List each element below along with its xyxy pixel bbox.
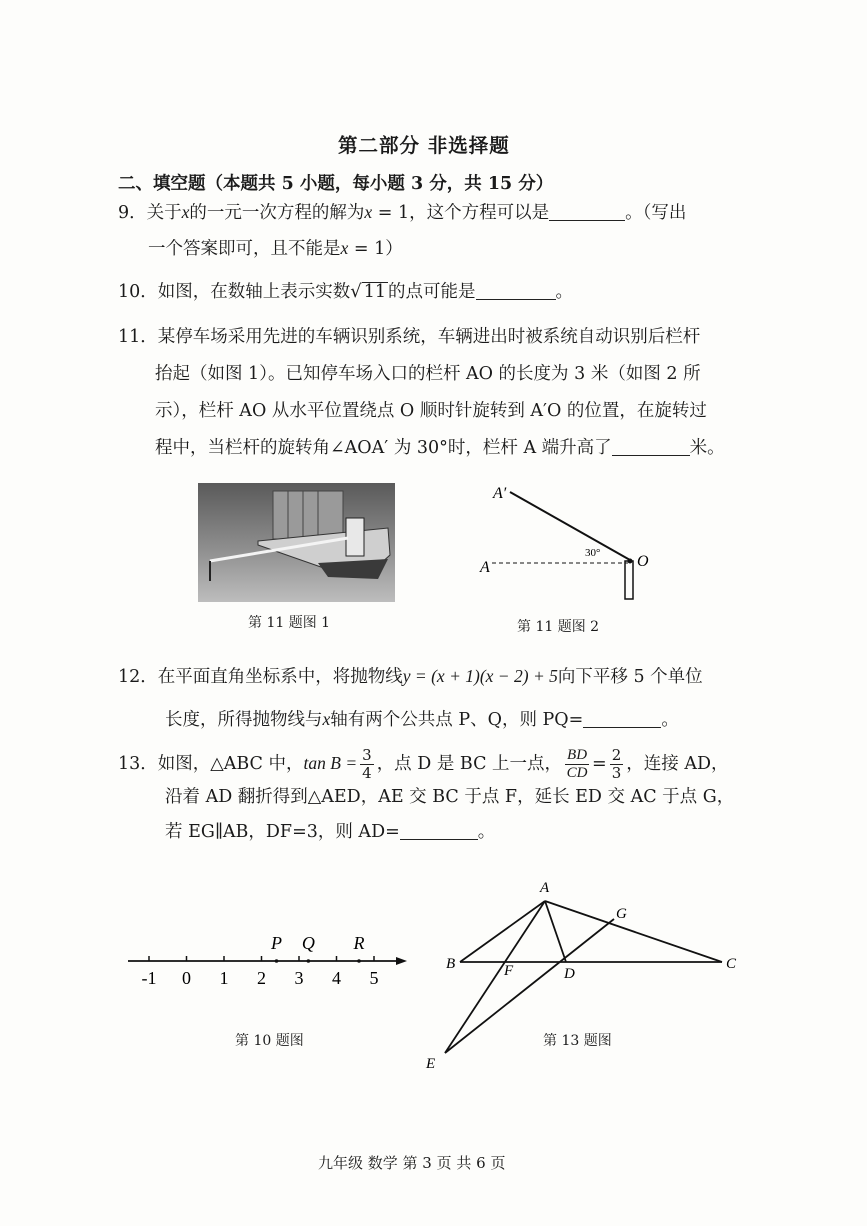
q12-text: 。 — [661, 710, 679, 730]
tick-label: -1 — [141, 968, 157, 988]
sqrt-sign: √ — [350, 281, 362, 302]
q9-text: 9．关于 — [118, 203, 182, 223]
ratio-value-fraction — [610, 747, 624, 782]
ratio-denominator: CD — [566, 765, 588, 781]
q13-text: 若 EG∥AB，DF=3，则 AD= — [165, 822, 400, 842]
point-g-label: G — [616, 906, 627, 922]
q12-var-x: x — [322, 709, 331, 729]
tan-numerator: 3 — [362, 746, 372, 764]
q11-text: 米。 — [689, 438, 725, 458]
q9-text: 的一元一次方程的解为 — [189, 203, 365, 223]
q11-line-3: 示），栏杆 AO 从水平位置绕点 O 顺时针旋转到 A′O 的位置，在旋转过 — [155, 401, 707, 421]
q9-var-x: x — [364, 202, 373, 222]
tick-label: 2 — [257, 968, 266, 988]
tick-label: 0 — [182, 968, 191, 988]
q13-line-3 — [165, 820, 495, 844]
q13-text: ，连接 AD， — [626, 754, 729, 774]
page-footer: 九年级 数学 第 3 页 共 6 页 — [318, 1154, 506, 1172]
q9-text: 一个答案即可，且不能是 — [148, 239, 341, 259]
arrow-icon — [396, 957, 407, 965]
point-marker — [307, 959, 311, 963]
tan-fraction — [360, 747, 374, 782]
barrier-post — [625, 561, 633, 599]
vertex-a-label: A — [540, 880, 550, 896]
q13-text: ，点 D 是 BC 上一点， — [376, 754, 563, 774]
q11-answer-blank[interactable] — [612, 439, 690, 456]
point-label: Q — [301, 933, 315, 953]
q13-line-2: 沿着 AD 翻折得到△AED，AE 交 BC 于点 F，延长 ED 交 AC 于点 G， — [165, 787, 735, 807]
ratio-fraction — [565, 747, 589, 782]
segment-ae — [445, 901, 545, 1053]
q12-line-2 — [165, 707, 679, 732]
rotated-bar — [510, 492, 630, 560]
q10-radicand: 11 — [363, 282, 387, 302]
q11-line-1: 11．某停车场采用先进的车辆识别系统，车辆进出时被系统自动识别后栏杆 — [118, 327, 701, 347]
point-e-label: E — [426, 1056, 436, 1072]
number-line-points — [270, 933, 365, 963]
segment-ad — [545, 901, 566, 962]
segment-ab — [460, 901, 545, 962]
barrier-photo — [198, 483, 395, 602]
q9-text: = 1） — [348, 239, 403, 259]
fig11-1-caption: 第 11 题图 1 — [248, 615, 331, 631]
point-marker — [275, 959, 279, 963]
q12-answer-blank[interactable] — [583, 711, 661, 728]
label-a-prime: A′ — [493, 485, 507, 502]
ratio-numerator: BD — [567, 747, 588, 763]
label-o: O — [637, 553, 649, 570]
tick-label: 4 — [332, 968, 341, 988]
q10-text: 的点可能是 — [388, 282, 476, 302]
fig13-caption: 第 13 题图 — [543, 1033, 612, 1049]
part-header: 二、填空题（本题共 5 小题，每小题 3 分，共 15 分） — [118, 174, 554, 194]
ratio-value-numerator: 2 — [611, 746, 622, 764]
q13-text: 13．如图，△ABC 中， — [118, 754, 304, 774]
q10-text: 。 — [555, 282, 574, 302]
q13-answer-blank[interactable] — [400, 823, 478, 840]
tick-label: 5 — [369, 968, 379, 988]
point-f-label: F — [504, 963, 514, 979]
pivot-point — [628, 559, 633, 564]
q12-text: 轴有两个公共点 P、Q，则 PQ= — [330, 710, 584, 730]
q12-text: 向下平移 5 个单位 — [557, 667, 703, 687]
angle-label: 30° — [585, 547, 601, 559]
q9-line-2 — [148, 236, 403, 261]
fig11-2-diagram — [470, 478, 670, 608]
section-title: 第二部分 非选择题 — [338, 134, 510, 157]
point-d-label: D — [564, 966, 575, 982]
q12-text: 长度，所得抛物线与 — [165, 710, 323, 730]
fig10-caption: 第 10 题图 — [235, 1033, 304, 1049]
barrier-photo-image — [198, 483, 395, 602]
q12-equation: y = (x + 1)(x − 2) + 5 — [402, 666, 558, 686]
label-a: A — [480, 559, 490, 576]
q10-answer-blank[interactable] — [476, 283, 556, 300]
fig11-2-caption: 第 11 题图 2 — [517, 619, 600, 635]
point-label: P — [271, 933, 282, 953]
q11-text: 程中，当栏杆的旋转角∠AOA′ 为 30°时，栏杆 A 端升高了 — [155, 438, 612, 458]
q11-line-4 — [155, 436, 725, 460]
q9-text: = 1，这个方程可以是 — [372, 203, 550, 223]
q12-line-1 — [118, 664, 703, 689]
q12-text: 12．在平面直角坐标系中，将抛物线 — [118, 667, 403, 687]
tick-label: 3 — [294, 968, 304, 988]
tick-label: 1 — [219, 968, 229, 988]
q10-line — [118, 280, 573, 304]
point-label: R — [353, 933, 365, 953]
point-marker — [357, 959, 361, 963]
ratio-value-denominator: 3 — [611, 764, 622, 782]
vertex-b-label: B — [446, 956, 456, 972]
number-line-figure — [120, 925, 420, 995]
ratio-equals: = — [592, 754, 607, 774]
q11-line-2: 抬起（如图 1）。已知停车场入口的栏杆 AO 的长度为 3 米（如图 2 所 — [155, 364, 701, 384]
q13-line-1 — [118, 745, 729, 782]
q13-text: 。 — [477, 822, 496, 842]
q9-var-x: x — [340, 238, 349, 258]
q9-answer-blank[interactable] — [549, 204, 625, 221]
q9-line-1 — [118, 200, 686, 225]
vertex-c-label: C — [726, 956, 737, 972]
q9-var-x: x — [181, 202, 190, 222]
q10-text: 10．如图，在数轴上表示实数 — [118, 282, 351, 302]
tan-denominator: 4 — [362, 764, 372, 782]
q13-tan: tan B = — [303, 753, 358, 773]
q9-text: 。（写出 — [625, 203, 687, 223]
